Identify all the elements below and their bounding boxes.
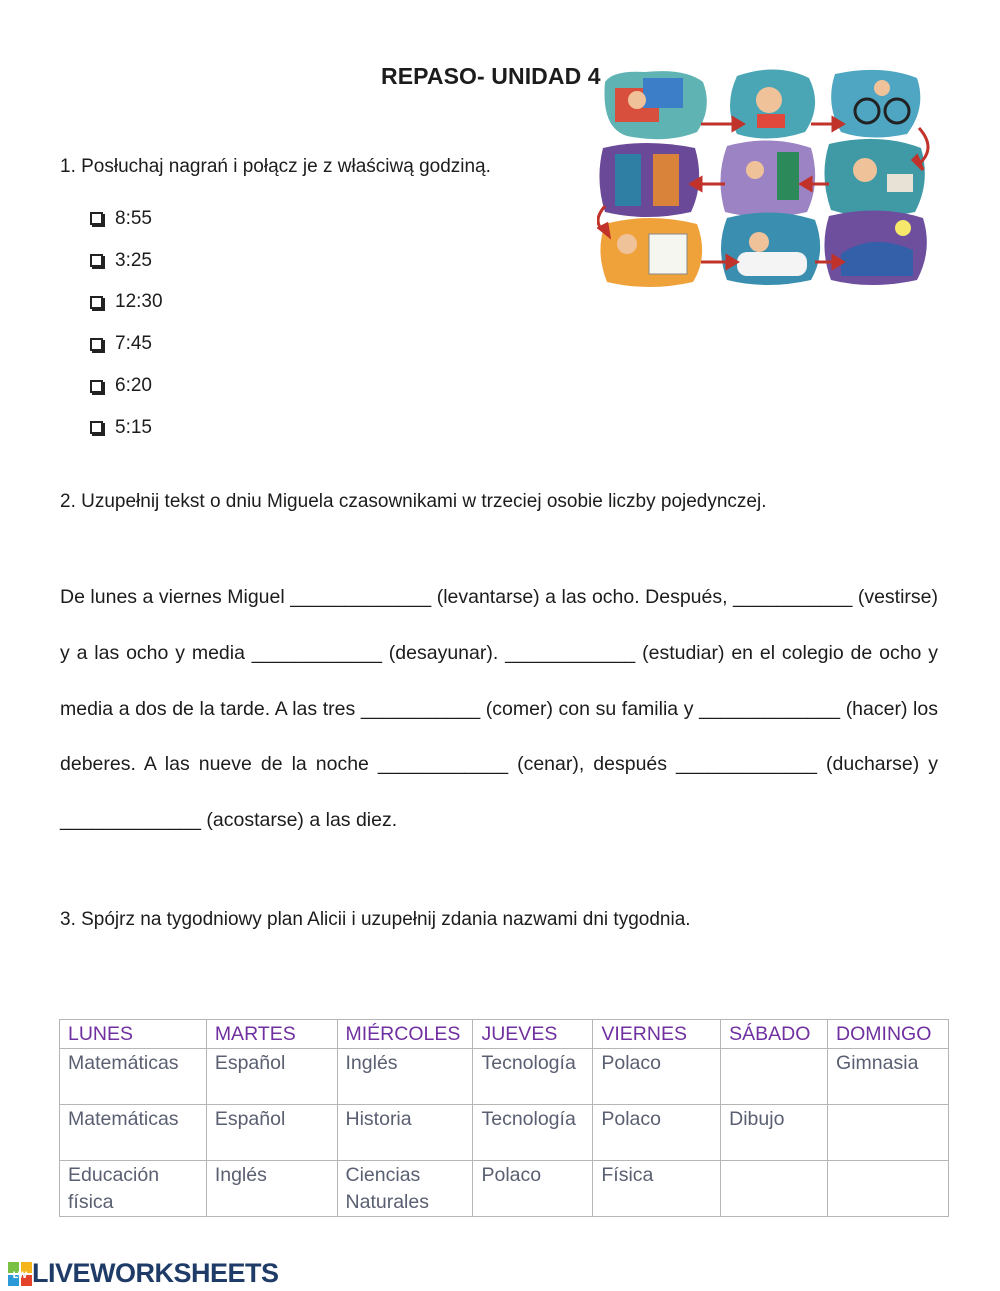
checkbox-icon[interactable] xyxy=(90,338,103,351)
time-option[interactable]: 12:30 xyxy=(90,282,163,324)
header-cell: JUEVES xyxy=(473,1020,593,1049)
checkbox-icon[interactable] xyxy=(90,212,103,225)
table-cell: Educación física xyxy=(60,1161,207,1217)
worksheet-title: REPASO- UNIDAD 4 xyxy=(381,63,601,89)
table-cell: Inglés xyxy=(206,1161,337,1217)
table-cell xyxy=(828,1161,949,1217)
header-cell: LUNES xyxy=(60,1020,207,1049)
checkbox-icon[interactable] xyxy=(90,254,103,267)
table-cell: Polaco xyxy=(593,1049,721,1105)
checkbox-icon[interactable] xyxy=(90,380,103,393)
svg-text:LW: LW xyxy=(12,1270,28,1281)
header-cell: VIERNES xyxy=(593,1020,721,1049)
table-cell xyxy=(721,1049,828,1105)
table-cell: Español xyxy=(206,1049,337,1105)
table-cell: Gimnasia xyxy=(828,1049,949,1105)
liveworksheets-logo-icon xyxy=(8,1262,32,1286)
table-cell: Ciencias Naturales xyxy=(337,1161,473,1217)
checkbox-icon[interactable] xyxy=(90,421,103,434)
table-row xyxy=(60,1049,949,1105)
time-option[interactable]: 3:25 xyxy=(90,240,163,282)
checkbox-icon[interactable] xyxy=(90,296,103,309)
table-row xyxy=(60,1161,949,1217)
table-cell: Tecnología xyxy=(473,1105,593,1161)
table-cell: Tecnología xyxy=(473,1049,593,1105)
table-cell xyxy=(721,1161,828,1217)
table-cell: Dibujo xyxy=(721,1105,828,1161)
question-2-instruction: 2. Uzupełnij tekst o dniu Miguela czasownikami w trzeciej osobie liczby pojedynczej. xyxy=(60,491,767,512)
header-cell: MARTES xyxy=(206,1020,337,1049)
table-cell xyxy=(828,1105,949,1161)
liveworksheets-logo[interactable]: LW LIVEWORKSHEETS xyxy=(8,1258,279,1289)
time-option[interactable]: 6:20 xyxy=(90,365,163,407)
table-cell: Polaco xyxy=(473,1161,593,1217)
weekly-schedule-table xyxy=(59,1019,949,1217)
table-cell: Español xyxy=(206,1105,337,1161)
time-option[interactable]: 8:55 xyxy=(90,198,163,240)
table-row xyxy=(60,1105,949,1161)
table-cell: Inglés xyxy=(337,1049,473,1105)
table-cell: Historia xyxy=(337,1105,473,1161)
time-option[interactable]: 5:15 xyxy=(90,407,163,449)
fill-in-paragraph[interactable]: De lunes a viernes Miguel _____________ (levantarse) a las ocho. Después, ___________ (vestirse) y a las ocho y media ____________ (desayunar). ____________ (estudiar) en el colegio de ocho y media a dos de la tarde. A las tres ___________ (comer) con su familia y _____________ (hacer) los deberes. A las nueve de la noche ____________ (cenar), después _____________ (ducharse) y _____________ (acostarse) a las diez. xyxy=(60,586,938,832)
header-cell: SÁBADO xyxy=(721,1020,828,1049)
question-3-instruction: 3. Spójrz na tygodniowy plan Alicii i uzupełnij zdania nazwami dni tygodnia. xyxy=(60,909,691,930)
table-header-row xyxy=(60,1020,949,1049)
question-1-instruction: 1. Posłuchaj nagrań i połącz je z właściwą godziną. xyxy=(60,156,491,177)
daily-routine-illustration xyxy=(597,66,942,293)
table-cell: Matemáticas xyxy=(60,1049,207,1105)
header-cell: MIÉRCOLES xyxy=(337,1020,473,1049)
header-cell: DOMINGO xyxy=(828,1020,949,1049)
table-cell: Matemáticas xyxy=(60,1105,207,1161)
table-cell: Física xyxy=(593,1161,721,1217)
time-checklist xyxy=(90,198,163,449)
time-option[interactable]: 7:45 xyxy=(90,323,163,365)
routine-panels xyxy=(599,69,926,287)
table-cell: Polaco xyxy=(593,1105,721,1161)
